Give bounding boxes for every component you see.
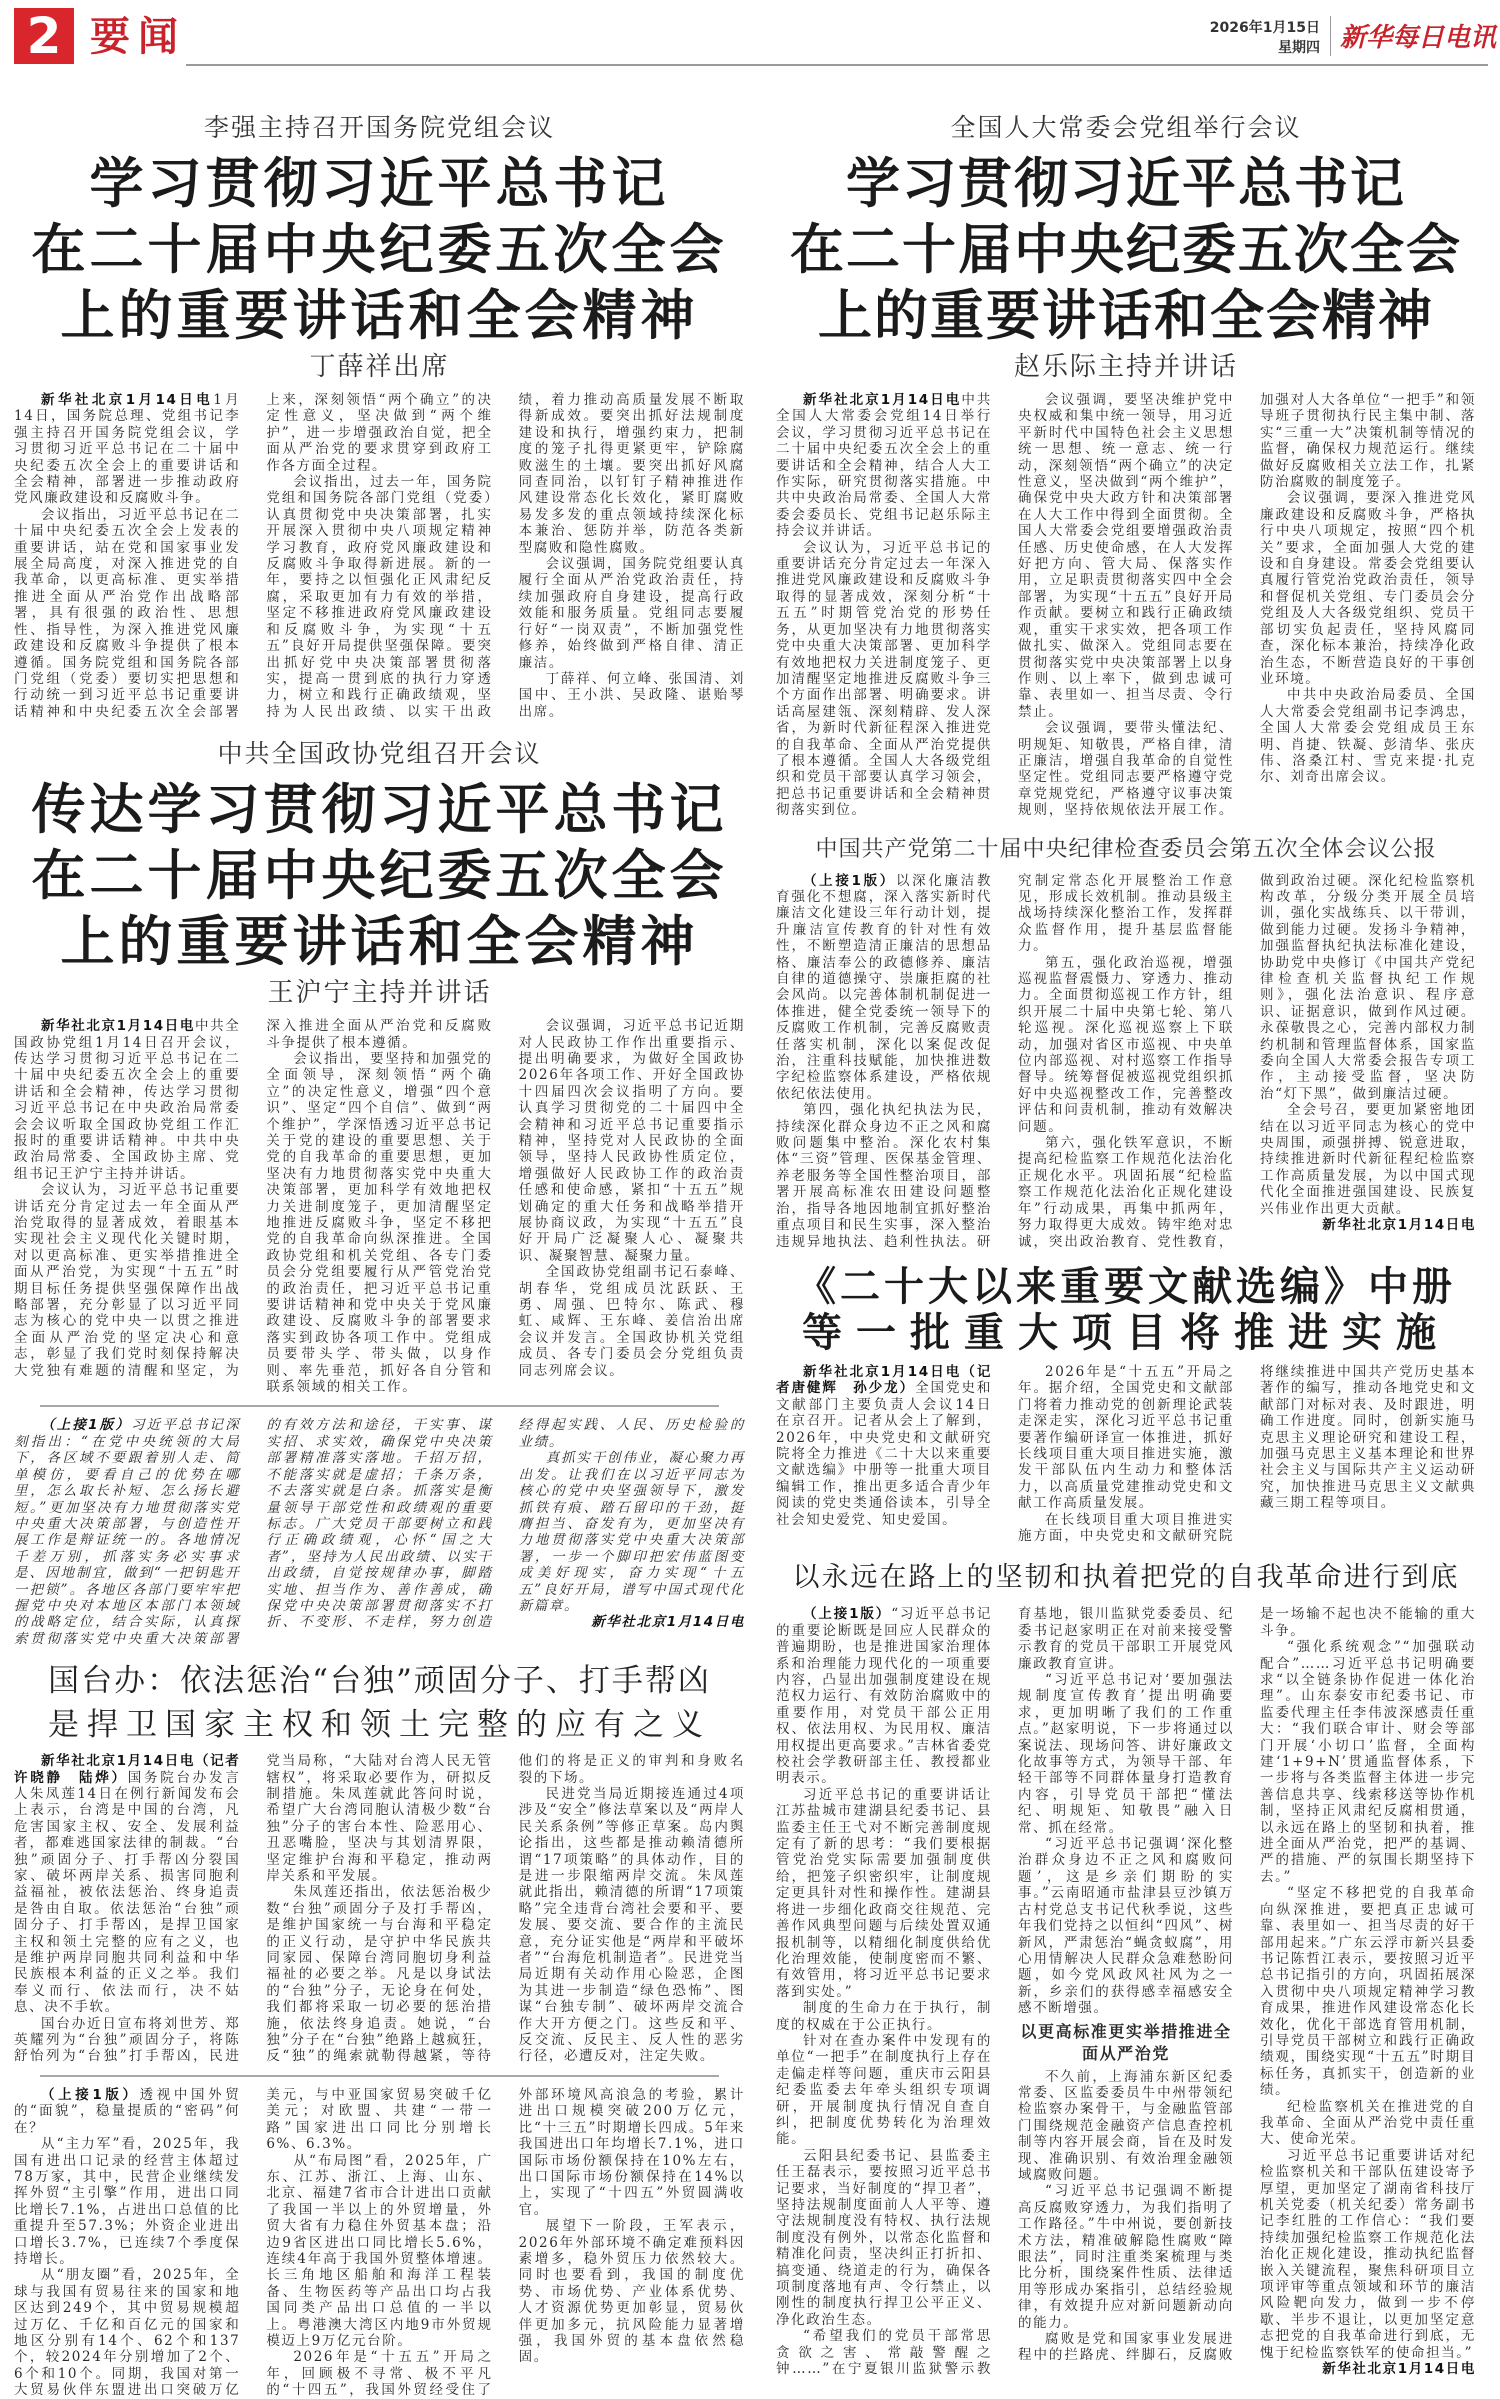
paragraph — [14, 2136, 240, 2267]
paragraph-text: 民进党当局近期接连通过4项涉及“安全”修法草案以及“两岸人民关系条例”等修正草案。岛内舆论指出，这些都是推动赖清德所谓“17项策略”的具体动作，目的是进一步限缩两岸交流。朱凤莲就此指出，赖清德的所谓“17项策略”完全违背台湾社会要和平、要发展、要交流、要合作的主流民意，充分证实他是“两岸和平破坏者”“台海危机制造者”。民进党当局近期有关动作用心险恶，企图为其进一步制造“绿色恐怖”、图谋“台独专制”、破坏两岸交流合作大开方便之门。这些反和平、反交流、反民主、反人性的恶劣行径，必遭反对，注定失败。 — [518, 1785, 745, 2065]
paragraph-text: “习近平总书记强调‘深化整治群众身边不正之风和腐败问题’，这是乡亲们期盼的实事。”云南昭通市盐津县豆沙镇万古村党总支书记代秋季说，这些年我们党持之以恒纠“四风”、树新风，严肃惩治“蝇贪蚁腐”，用心用情解决人民群众急难愁盼问题，如今党风政风社风为之一新，乡亲们的获得感幸福感安全感不断增强。 — [1018, 1836, 1234, 2017]
paragraph-text: 2026年是“十五五”开局之年，回顾极不寻常、极不平凡的“十四五”，我国外贸经受住了外部环境风高浪急的考验，累计进出口规模突破200万亿元，比“十三五”时期增长四成。5年来我国进出口年均增长7.1%，进口国际市场份额保持在10%左右，出口国际市场份额保持在14%以上，实现了“十四五”外贸圆满收官。 — [266, 2086, 745, 2399]
paragraph-text: 国台办近日宣布将刘世芳、郑英耀列为“台独”顽固分子，将陈舒怡列为“台独”打手帮凶，民进党当局称，“大陆对台湾人民无管辖权”，将采取必要作为，研拟反制措施。朱凤莲就此答问时说，希望广大台湾同胞认清极少数“台独”分子的害台本性、险恶用心、丑恶嘴脸，坚决与其划清界限，坚定维护台海和平稳定，推动两岸关系和平发展。 — [14, 1753, 493, 2065]
article-kicker: 李强主持召开国务院党组会议 — [203, 113, 555, 142]
article-dateline: 新华社北京1月14日电 — [1322, 1217, 1476, 1234]
paragraph-text: “习近平总书记对‘要加强法规制度宣传教育’提出明确要求，更加明晰了我们的工作重点。”赵家明说，下一步将通过以案说法、现场问答、讲好廉政文化故事等方式，为领导干部、年轻干部等不同群体量身打造教育内容，引导党员干部把“懂法纪、明规矩、知敬畏”融入日常、抓在经常。 — [1018, 1672, 1234, 1836]
headline-line: 上的重要讲话和全会精神 — [60, 909, 699, 974]
paragraph-text: 从“布局图”看，2025年，广东、江苏、浙江、上海、山东、北京、福建7省市合计进出口贡献了我国一半以上的外贸增量，外贸大省有力稳住外贸基本盘；沿边9省区进出口同比增长5.6%，连续4年高于我国外贸整体增速。长三角地区船舶和海洋工程装备、生物医药等产品出口均占我国同类产品出口总值的一半以上。粤港澳大湾区内地9市外贸规模迈上9万亿元台阶。 — [266, 2152, 493, 2349]
paragraph — [1260, 687, 1476, 785]
headline-line: 在二十届中央纪委五次全会 — [31, 217, 728, 281]
paragraph — [266, 2153, 492, 2350]
paragraph-text: 国务院台办发言人朱凤莲14日在例行新闻发布会上表示，台湾是中国的台湾，凡危害国家主权、安全、发展利益者，都难逃国家法律的制裁。“台独”顽固分子、打手帮凶分裂国家、破坏两岸关系、损害同胞利益福祉，被依法惩治、终身追责是咎由自取。依法惩治“台独”顽固分子、打手帮凶，是捍卫国家主权和领土完整的应有之义，也是维护两岸同胞共同利益和中华民族根本利益的正义之举。我们奉义而行、依法而行，决不姑息、决不手软。 — [14, 1769, 241, 2016]
paragraph-text: 在长线项目重大项目推进实施方面，中央党史和文献研究院将继续推进中国共产党历史基本著作的编写，推动各地党史和文献部门对标对表、及时跟进，明确工作进度。同时，创新实施马克思主义理论研究和建设工程，加强马克思主义基本理论和世界社会主义与国际共产主义运动研究，加快推进马克思主义文献典藏三期工程等项目。 — [1018, 1363, 1476, 1544]
paragraph-text: 透视中国外贸的“面貌”，稳量提质的“密码”何在？ — [14, 2086, 241, 2136]
paragraph-text: 会议强调，要深入推进党风廉政建设和反腐败斗争，严格执行中央八项规定，按照“四个机关”要求，全面加强人大党的建设和自身建设。常委会党组要认真履行管党治党政治责任，领导和督促机关党组、专门委员会分党组及人大各级党组织、党员干部切实负起责任，坚持风腐同查，深化标本兼治，持续净化政治生态，不断营造良好的干事创业环境。 — [1260, 490, 1476, 687]
paragraph — [1018, 955, 1234, 1135]
right-column — [776, 112, 1476, 2399]
headline-line: 在二十届中央纪委五次全会 — [31, 843, 728, 908]
paragraph-text: 云阳县纪委书记、县监委主任王磊表示，要按照习近平总书记要求，当好制度的“捍卫者”，坚持法规制度面前人人平等、遵守法规制度没有特权、执行法规制度没有例外，以常态化监督和精准化问责，坚决纠正打折扣、搞变通、绕道走的行为，确保各项制度落地有声、令行禁止，以刚性的制度执行捍卫公平正义、净化政治生态。 — [776, 2147, 992, 2328]
paragraph-text: “强化系统观念”“加强联动配合”……习近平总书记明确要求“以全链条协作促进一体化治理”。山东泰安市纪委书记、市监委代理主任李伟波深感责任重大：“我们联合审计、财会等部门开展‘小切口’监督，全面构建‘1+9+N’贯通监督体系，下一步将与各类监督主体进一步完善信息共享、线索移送等协作机制，坚持正风肃纪反腐相贯通，以永远在路上的坚韧和执着，推进全面从严治党，把严的基调、严的措施、严的氛围长期坚持下去。” — [1260, 1639, 1476, 1885]
paragraph-text: 中共中央政治局委员、全国人大常委会党组副书记李鸿忠，全国人大常委会党组成员王东明、肖捷、铁凝、彭清华、张庆伟、洛桑江村、雪克来提·扎克尔、刘奇出席会议。 — [1260, 687, 1476, 786]
paragraph-text: 习近平总书记重要讲话对纪检监察机关和干部队伍建设寄予厚望，更加坚定了湖南省科技厅机关党委（机关纪委）常务副书记李红胜的工作信心：“我们要持续加强纪检监察工作规范化法治化正规化建设，推动执纪监督嵌入关键流程，聚焦科研项目立项评审等重点领域和环节的廉洁风险靶向发力，做到一步不停歇、半步不退让，以更加坚定意志把党的自我革命进行到底，无愧于纪检监察铁军的使命担当。” — [1260, 2147, 1476, 2361]
headline-line: 在二十届中央纪委五次全会 — [790, 217, 1462, 281]
paragraph-text: “习近平总书记强调不断提高反腐败穿透力，为我们指明了工作路径。”牛中州说，要创新技术方法，精准破解隐性腐败“障眼法”，同时注重类案梳理与类比分析，围绕案件性质、法律适用等形成办案指引，总结经验规律，有效提升应对新问题新动向的能力。 — [1018, 2183, 1234, 2331]
paragraph — [776, 1364, 992, 1528]
article-body — [14, 1753, 745, 2065]
article-subtitle: 赵乐际主持并讲话 — [1013, 352, 1238, 382]
dateline-lead: 新华社北京1月14日电 — [803, 392, 962, 408]
paragraph-text: 会议指出，过去一年，国务院党组和国务院各部门党组（党委）认真贯彻党中央决策部署，扎实开展深入贯彻中央八项规定精神学习教育，政府党风廉政建设和反腐败斗争取得新进展。新的一年，要持之以恒强化正风肃纪反腐，采取更加有力有效的举措，坚定不移推进政府党风廉政建设和反腐败斗争，为实现“十五五”良好开局提供坚强保障。要突出抓好党中央决策部署贯彻落实，提高一贯到底的执行力穿透力，树立和践行正确政绩观，坚持为人民出政绩、以实干出政绩，着力推动高质量发展不断取得新成效。要突出抓好法规制度建设和执行，增强约束力，把制度的笼子扎得更紧更牢，铲除腐败滋生的土壤。要突出抓好风腐同查同治，以钉钉子精神推进作风建设常态化长效化，紧盯腐败易发多发的重点领域持续深化标本兼治、惩防并举，防范各类新型腐败和隐性腐败。 — [266, 392, 745, 720]
article-headline — [776, 150, 1476, 348]
paragraph — [14, 2087, 240, 2136]
paragraph-text: 第五，强化政治巡视，增强巡视监督震慑力、穿透力、推动力。全面贯彻巡视工作方针，组织开展二十届中央第七轮、第八轮巡视。深化巡视巡察上下联动，加强对省区市巡视、中央单位内部巡视、对村巡察工作指导督导。统筹督促被巡视党组织抓好中央巡视整改工作，完善整改评估和问责机制，推动有效解决问题。 — [1018, 954, 1234, 1135]
weekday-text: 星期四 — [1278, 40, 1320, 56]
paragraph-text: 制度的生命力在于执行，制度的权威在于公正执行。 — [776, 2000, 992, 2033]
headline-line: 《二十大以来重要文献选编》中册 — [796, 1262, 1456, 1310]
paragraph — [519, 671, 745, 720]
paragraph — [1260, 1885, 1476, 2098]
paragraph-text: 会议认为，习近平总书记重要讲话充分肯定过去一年全面从严治党取得的显著成效，着眼基本实现社会主义现代化关键时期，对以更高标准、更实举措推进全面从严治党，为实现“十五五”时期目标任务提供坚强保障作出战略部署，充分彰显了以习近平同志为核心的党中央一以贯之推进全面从严治党的坚定决心和意志，彰显了我们党时刻保持解决大党独有难题的清醒和坚定，为深入推进全面从严治党和反腐败斗争提供了根本遵循。 — [14, 1018, 493, 1379]
paragraph-text: 1月14日，国务院总理、党组书记李强主持召开国务院党组会议，学习贯彻习近平总书记在二十届中央纪委五次全会上的重要讲话和全会精神，部署进一步推动政府党风廉政建设和反腐败斗争。 — [14, 392, 241, 507]
paragraph-text: 从“主力军”看，2025年，我国有进出口记录的经营主体超过78万家，其中，民营企业继续发挥外贸“主引擎”作用，进出口同比增长7.1%，占进出口总值的比重提升至57.3%；外资企业进出口增长3.7%，已连续7个季度保持增长。 — [14, 2136, 241, 2267]
commentary-body — [14, 1417, 745, 1647]
paragraph — [1018, 1364, 1234, 1512]
date-text: 2026年1月15日 — [1209, 20, 1320, 36]
paragraph — [776, 2148, 992, 2328]
paragraph — [519, 1450, 745, 1614]
headline-line: 上的重要讲话和全会精神 — [60, 283, 699, 347]
paragraph-text: 从“朋友圈”看，2025年，全球与我国有贸易往来的国家和地区达到249个，其中贸易规模超过万亿、千亿和百亿元的国家和地区分别有14个、62个和137个，较2024年分别增加了2个、6个和10个。同期，我国对第一大贸易伙伴东盟进出口突破万亿美元，与中亚国家贸易突破千亿美元；对欧盟、共建“一带一路”国家进出口同比分别增长6%、6.3%。 — [14, 2086, 493, 2399]
section-rule — [40, 1405, 719, 1407]
paragraph — [776, 2033, 992, 2148]
paragraph-text: 2026年是“十五五”开局之年。据介绍，全国党史和文献部门将着力推动党的创新理论武装走深走实，深化习近平总书记重要著作编研译宣一体推进，抓好长线项目重大项目推进实施，激发干部队伍内生动力和整体活力，以高质量党建推动党史和文献工作高质量发展。 — [1018, 1363, 1234, 1512]
paragraph-text: 会议强调，要坚决维护党中央权威和集中统一领导，用习近平新时代中国特色社会主义思想统一思想、统一意志、统一行动，深刻领悟“两个确立”的决定性意义，坚决做到“两个维护”，确保党中央大政方针和决策部署在人大工作中得到全面贯彻。全国人大常委会党组要增强政治责任感、历史使命感，在人大发挥好把方向、管大局、保落实作用，立足职责贯彻落实四中全会部署，为实现“十五五”良好开局作贡献。要树立和践行正确政绩观，重实干求实效，把各项工作做扎实、做深入。党组同志要在贯彻落实党中央决策部署上以身作则、以上率下，做到忠诚可靠、表里如一、担当尽责、令行禁止。 — [1018, 392, 1234, 720]
paragraph — [776, 392, 992, 540]
article-body — [776, 392, 1476, 819]
paragraph — [776, 540, 992, 819]
paragraph-text: 会议强调，要带头懂法纪、明规矩、知敬畏，严格自律，清正廉洁，增强自我革命的自觉性坚定性。党组同志要严格遵守党章党规党纪，严格遵守议事决策规则，坚持依规依法开展工作。加强对人大各单位“一把手”和领导班子贯彻执行民主集中制、落实“三重一大”决策机制等情况的监督，确保权力规范运行。继续做好反腐败相关立法工作，扎紧防治腐败的制度笼子。 — [1018, 392, 1476, 819]
paragraph — [1018, 2069, 1234, 2184]
paragraph-text: 丁薛祥、何立峰、张国清、刘国中、王小洪、吴政隆、谌贻琴出席。 — [518, 670, 745, 720]
paragraph — [14, 1753, 240, 2016]
paragraph-text: 不久前，上海浦东新区纪委常委、区监委委员牛中州带领纪检监察办案骨干，与金融监管部门围绕规范金融资产信息查控机制等内容开展会商，旨在及时发现、准确识别、有效治理金融领域腐败问题。 — [1018, 2068, 1234, 2183]
paragraph-text: “习近平总书记的重要论断既是回应人民群众的普遍期盼，也是推进国家治理体系和治理能力现代化的一项重要内容，凸显出加强制度建设在规范权力运行、有效防治腐败中的重要作用，对党员干部公正用权、依法用权、为民用权、廉洁用权提出更高要求。”吉林省委党校社会学教研部主任、教授都业明表示。 — [776, 1606, 992, 1787]
paragraph-text: 习近平总书记深刻指出：“在党中央统领的大局下，各区域不要跟着别人走、简单模仿，要看自己的优势在哪里，怎么取长补短、怎么扬长避短。”更加坚决有力地贯彻落实党中央重大决策部署，与创造性开展工作是辩证统一的。各地情况千差万别，抓落实务必实事求是、因地制宜，做到“一把钥匙开一把锁”。各地区各部门要牢牢把握党中央对本地区本部门本领域的战略定位，结合实际，认真探索贯彻落实党中央重大决策部署的有效方法和途径，干实事、谋实招、求实效，确保党中央决策部署精准落实落地。千招万招，不能落实就是虚招；千条万条，不去落实就是白条。抓落实是衡量领导干部党性和政绩观的重要标志。广大党员干部要树立和践行正确政绩观，心怀“国之大者”，坚持为人民出政绩、以实干出政绩，自觉按规律办事，脚踏实地、担当作为、善作善成，确保党中央决策部署贯彻落实不打折、不变形、不走样，努力创造经得起实践、人民、历史检验的业绩。 — [14, 1417, 745, 1647]
paragraph — [1260, 2148, 1476, 2361]
paragraph — [1260, 2099, 1476, 2148]
paragraph-text: 第六，强化铁军意识，不断提高纪检监察工作规范化法治化正规化水平。巩固拓展“纪检监察工作规范化法治化正规化建设年”行动成果，再集中抓两年，努力取得更大成效。铸牢绝对忠诚，突出政治教育、党性教育，做到政治过硬。深化纪检监察机构改革，分级分类开展全员培训，强化实战练兵、以干带训，做到能力过硬。发扬斗争精神，加强监督执纪执法标准化建设，协助党中央修订《中国共产党纪律检查机关监督执纪工作规则》，强化法治意识、程序意识、证据意识，做到作风过硬。永葆敬畏之心，完善内部权力制约机制和管理监督体系，国家监委向全国人大常委会报告专项工作，主动接受监督，坚决防治“灯下黑”，做到廉洁过硬。 — [1018, 872, 1476, 1250]
paragraph-text: 真抓实干创伟业，凝心聚力再出发。让我们在以习近平同志为核心的党中央坚强领导下，激发抓铁有痕、踏石留印的干劲，挺膺担当、奋发有为，更加坚决有力地贯彻落实党中央重大决策部署，一步一个脚印把宏伟蓝图变成美好现实，奋力实现“十五五”良好开局，谱写中国式现代化新篇章。 — [518, 1450, 745, 1614]
dateline-lead: 新华社北京1月14日电 — [41, 1018, 195, 1035]
newspaper-logo: 新华每日电讯 — [1340, 23, 1497, 53]
paragraph-text: 会议指出，习近平总书记在二十届中央纪委五次全会上发表的重要讲话，站在党和国家事业发展全局高度，对深入推进党的自我革命，以更高标准、更实举措推进全面从严治党作出战略部署，具有很强的政治性、思想性、指导性，为深入推进党风廉政建设和反腐败斗争提供了根本遵循。国务院党组和国务院各部门党组（党委）要切实把思想和行动统一到习近平总书记重要讲话精神和中央纪委五次全会部署上来，深刻领悟“两个确立”的决定性意义，坚决做到“两个维护”，进一步增强政治自觉，把全面从严治党的要求贯穿到政府工作各方面全过程。 — [14, 392, 493, 720]
article-body — [14, 1018, 745, 1395]
paragraph-text: 会议指出，要坚持和加强党的全面领导，深刻领悟“两个确立”的决定性意义，增强“四个意识”、坚定“四个自信”、做到“两个维护”，学深悟透习近平总书记关于党的建设的重要思想、关于党的自我革命的重要思想，更加坚决有力地贯彻落实党中央重大决策部署，更加科学有效地把权力关进制度笼子，更加清醒坚定地推进反腐败斗争，坚定不移把党的自我革命向纵深推进。全国政协党组和机关党组、各专门委员会分党组要履行从严管党治党的政治责任，把习近平总书记重要讲话精神和党中央关于党风廉政建设、反腐败斗争的部署要求落实到政协各项工作中。党组成员要带头学、带头做，以身作则、率先垂范，抓好各自分管和联系领域的相关工作。 — [266, 1050, 493, 1396]
section-title: 要闻 — [90, 13, 186, 60]
paragraph-text: 以深化廉洁教育强化不想腐，深入落实新时代廉洁文化建设三年行动计划，提升廉洁宣传教育的针对性有效性，不断塑造清正廉洁的思想品格、廉洁奉公的政德修养、廉洁自律的道德操守、崇廉拒腐的社会风尚。以完善体制机制促进一体推进，健全党委统一领导下的反腐败工作机制，完善反腐败责任落实机制，深化以案促改促治，注重科技赋能，加快推进数字纪检监察体系建设，严格依规依纪依法使用。 — [776, 872, 992, 1102]
section-rule — [40, 2075, 719, 2077]
paragraph-text: 朱凤莲还指出，依法惩治极少数“台独”顽固分子及打手帮凶，是维护国家统一与台海和平稳定的正义行动，是守护中华民族共同家园、保障台湾同胞切身利益福祉的必要之举。凡是以身试法的“台独”分子，无论身在何处，我们都将采取一切必要的惩治措施，依法终身追责。她说，“台独”分子在“台独”绝路上越疯狂，反“独”的绳索就勒得越紧，等待他们的将是正义的审判和身败名裂的下场。 — [266, 1753, 745, 2065]
paragraph-text: “坚定不移把党的自我革命向纵深推进，要把真正忠诚可靠、表里如一、担当尽责的好干部用起来。”广东云浮市新兴县委书记陈哲江表示，要按照习近平总书记指引的方向，巩固拓展深入贯彻中央八项规定精神学习教育成果，推进作风建设常态化长效化，优化干部选育管用机制，引导党员干部树立和践行正确政绩观，围绕实现“十五五”时期目标任务，真抓实干，创造新的业绩。 — [1260, 1885, 1476, 2099]
paragraph — [519, 2218, 745, 2366]
article-body — [14, 2087, 745, 2399]
paragraph-text: 全国政协党组副书记石泰峰、胡春华，党组成员沈跃跃、王勇、周强、巴特尔、陈武、穆虹、咸辉、王东峰、姜信治出席会议并发言。全国政协机关党组成员、各专门委员会分党组负责同志列席会议。 — [518, 1264, 745, 1379]
dateline-lead: （上接1版） — [803, 872, 896, 889]
paragraph-text: 习近平总书记的重要讲话让江苏盐城市建湖县纪委书记、县监委主任王弋对不断完善制度规定有了新的思考：“我们要根据管党治党实际需要加强制度供给，把笼子织密织牢，让制度规定更具针对性和操作性。建湖县将进一步细化政商交往规范、完善作风典型问题与后续处置双通报机制等，以精细化制度供给优化治理效能，使制度密而不繁、有效管用，将习近平总书记要求落到实处。” — [776, 1786, 992, 2000]
article-body — [14, 392, 745, 720]
paragraph — [1018, 392, 1234, 720]
paragraph — [1260, 1102, 1476, 1217]
article-subheading: 以更高标准更实举措推进全面从严治党 — [1020, 2021, 1232, 2063]
dateline-lead: 新华社北京1月14日电（记者唐健辉 孙少龙） — [776, 1363, 992, 1397]
paragraph-text: 第四，强化执纪执法为民，持续深化群众身边不正之风和腐败问题集中整治。深化农村集体“三资”管理、医保基金管理、养老服务等全国性整治项目，部署开展高标准农田建设问题整治，指导各地因地制宜抓好整治重点项目和民生实事，深入整治违规异地执法、趋利性执法。研究制定常态化开展整治工作意见，形成长效机制。推动县级主战场持续深化整治工作，发挥群众监督作用，提升基层监督能力。 — [776, 872, 1234, 1250]
headline-line: 等一批重大项目将推进实施 — [802, 1308, 1450, 1356]
paragraph-text: 中共全国人大常委会党组14日举行会议，学习贯彻习近平总书记在二十届中央纪委五次全会上的重要讲话和全会精神，结合人大工作实际，研究贯彻落实措施。中共中央政治局常委、全国人大常委会委员长、党组书记赵乐际主持会议并讲话。 — [776, 392, 992, 540]
article-body — [776, 873, 1476, 1250]
headline-line: 学习贯彻习近平总书记 — [846, 151, 1406, 215]
paragraph-text: 全国党史和文献部门主要负责人会议14日在京召开。记者从会上了解到，2026年，中央党史和文献研究院将全力推进《二十大以来重要文献选编》中册等一批重大项目编辑工作，推出更多适合青少年阅读的党史类通俗读本，引导全社会知史爱党、知史爱国。 — [776, 1380, 993, 1528]
paragraph — [1018, 2183, 1234, 2331]
page-number-badge: 2 — [14, 8, 74, 64]
article-body — [776, 1606, 1476, 2377]
dateline-lead: （上接1版） — [41, 1417, 132, 1434]
paragraph-text: 展望下一阶段，王军表示，2026年外部环境不确定难预料因素增多，稳外贸压力依然较大。同时也要看到，我国的制度优势、市场优势、产业体系优势、人才资源优势更加彰显，贸易伙伴更加多元，抗风险能力显著增强，我国外贸的基本盘依然稳固。 — [518, 2218, 745, 2366]
paragraph-text: 会议认为，习近平总书记的重要讲话充分肯定过去一年深入推进党风廉政建设和反腐败斗争取得的显著成效，深刻分析“十五五”时期管党治党的形势任务，从更加坚决有力地贯彻落实党中央重大决策部署、更加科学有效地把权力关进制度笼子、更加清醒坚定地推进反腐败斗争三个方面作出部署、明确要求。讲话高屋建瓴、深刻精辟、发人深省，为新时代新征程深入推进党的自我革命、全面从严治党提供了根本遵循。全国人大各级党组织和党员干部要认真学习领会，把总书记重要讲话和全会精神贯彻落实到位。 — [776, 539, 992, 819]
paragraph — [519, 1018, 745, 1264]
paragraph — [1260, 1639, 1476, 1885]
paragraph-text: 针对在查办案件中发现有的单位“一把手”在制度执行上存在走偏走样等问题，重庆市云阳县纪委监委去年牵头组织专项调研，开展制度执行情况自查自纠，把制度优势转化为治理效能。 — [776, 2032, 992, 2148]
dateline-lead: （上接1版） — [803, 1606, 892, 1623]
paragraph — [1260, 490, 1476, 687]
paragraph — [1018, 1672, 1234, 1836]
headline-line: 传达学习贯彻习近平总书记 — [31, 777, 728, 842]
paragraph-text: 会议强调，习近平总书记近期对人民政协工作作出重要指示、提出明确要求，为做好全国政协2026年各项工作、开好全国政协十四届四次会议指明了方向。要认真学习贯彻党的二十届四中全会精神和习近平总书记重要指示精神，坚持党对人民政协的全面领导，坚持人民政协性质定位，增强做好人民政协工作的政治责任感和使命感，紧扣“十五五”规划确定的重大任务和战略举措开展协商议政，为实现“十五五”良好开局广泛凝聚人心、凝聚共识、凝聚智慧、凝聚力量。 — [518, 1018, 745, 1264]
article-body — [776, 1364, 1476, 1544]
article-subtitle: 王沪宁主持并讲话 — [267, 978, 492, 1009]
headline-line: 学习贯彻习近平总书记 — [89, 151, 670, 215]
paragraph-text: 纪检监察机关在推进党的自我革命、全面从严治党中责任重大、使命光荣。 — [1260, 2098, 1476, 2148]
paragraph-text: 全会号召，要更加紧密地团结在以习近平同志为核心的党中央周围，顽强拼搏、锐意进取，持续推进新时代新征程纪检监察工作高质量发展，为以中国式现代化全面推进强国建设、民族复兴伟业作出更大贡献。 — [1260, 1102, 1476, 1217]
paragraph — [776, 873, 992, 1103]
paragraph-text: 会议强调，国务院党组要认真履行全面从严治党政治责任，持续加强政府自身建设，提高行政效能和服务质量。党组同志要履行好“一岗双责”，不断加强党性修养，始终做到严格自律、清正廉洁。 — [518, 556, 745, 671]
article-kicker: 中共全国政协党组召开会议 — [217, 739, 542, 769]
dateline-lead: 新华社北京1月14日电（记者许晓静 陆烨） — [14, 1753, 241, 1786]
paragraph — [266, 1051, 492, 1396]
article-headline — [14, 1661, 745, 1745]
paragraph — [776, 2000, 992, 2033]
paragraph-text: 腐败是党和国家事业发展进程中的拦路虎、绊脚石，反腐败是一场输不起也决不能输的重大斗争。 — [1018, 1606, 1476, 2364]
article-headline: 以永远在路上的坚韧和执着把党的自我革命进行到底 — [792, 1562, 1460, 1594]
headline-line: 是捍卫国家主权和领土完整的应有之义 — [48, 1707, 711, 1744]
article-headline — [776, 1264, 1476, 1356]
headline-line: 国台办：依法惩治“台独”顽固分子、打手帮凶 — [48, 1663, 711, 1700]
paragraph — [776, 1787, 992, 2000]
communique-headline: 中国共产党第二十届中央纪律检查委员会第五次全体会议公报 — [815, 836, 1437, 862]
article-kicker: 全国人大常委会党组举行会议 — [950, 113, 1302, 142]
article-subtitle: 丁薛祥出席 — [309, 352, 450, 382]
paragraph — [776, 1606, 992, 1786]
headline-line: 上的重要讲话和全会精神 — [818, 283, 1434, 347]
article-headline — [14, 150, 745, 348]
article-dateline: 新华社北京1月14日电 — [591, 1614, 745, 1631]
spacer — [14, 720, 745, 738]
paragraph-text: 中共全国政协党组1月14日召开会议，传达学习贯彻习近平总书记在二十届中央纪委五次全会上的重要讲话和全会精神，传达学习贯彻习近平总书记在中央政治局常委会会议听取全国政协党组工作汇报时的重要讲话精神。中共中央政治局常委、全国政协主席、党组书记王沪宁主持并讲话。 — [14, 1018, 241, 1182]
paragraph — [1018, 1836, 1234, 2016]
left-column — [14, 112, 745, 2399]
paragraph — [519, 1786, 745, 2065]
dateline-lead: （上接1版） — [41, 2086, 140, 2103]
dateline-lead: 新华社北京1月14日电 — [41, 392, 214, 408]
article-dateline: 新华社北京1月14日电 — [1322, 2361, 1476, 2378]
paragraph — [14, 392, 240, 507]
paragraph-text: “希望我们的党员干部常思贪欲之害、常敲警醒之钟……”在宁夏银川监狱警示教育基地，银川监狱党委委员、纪委书记赵家明正在对前来接受警示教育的党员干部职工开展党风廉政教育宣讲。 — [776, 1606, 1234, 2378]
paragraph — [14, 1018, 240, 1182]
paragraph — [519, 1264, 745, 1379]
paragraph — [519, 556, 745, 671]
article-headline — [14, 776, 745, 974]
